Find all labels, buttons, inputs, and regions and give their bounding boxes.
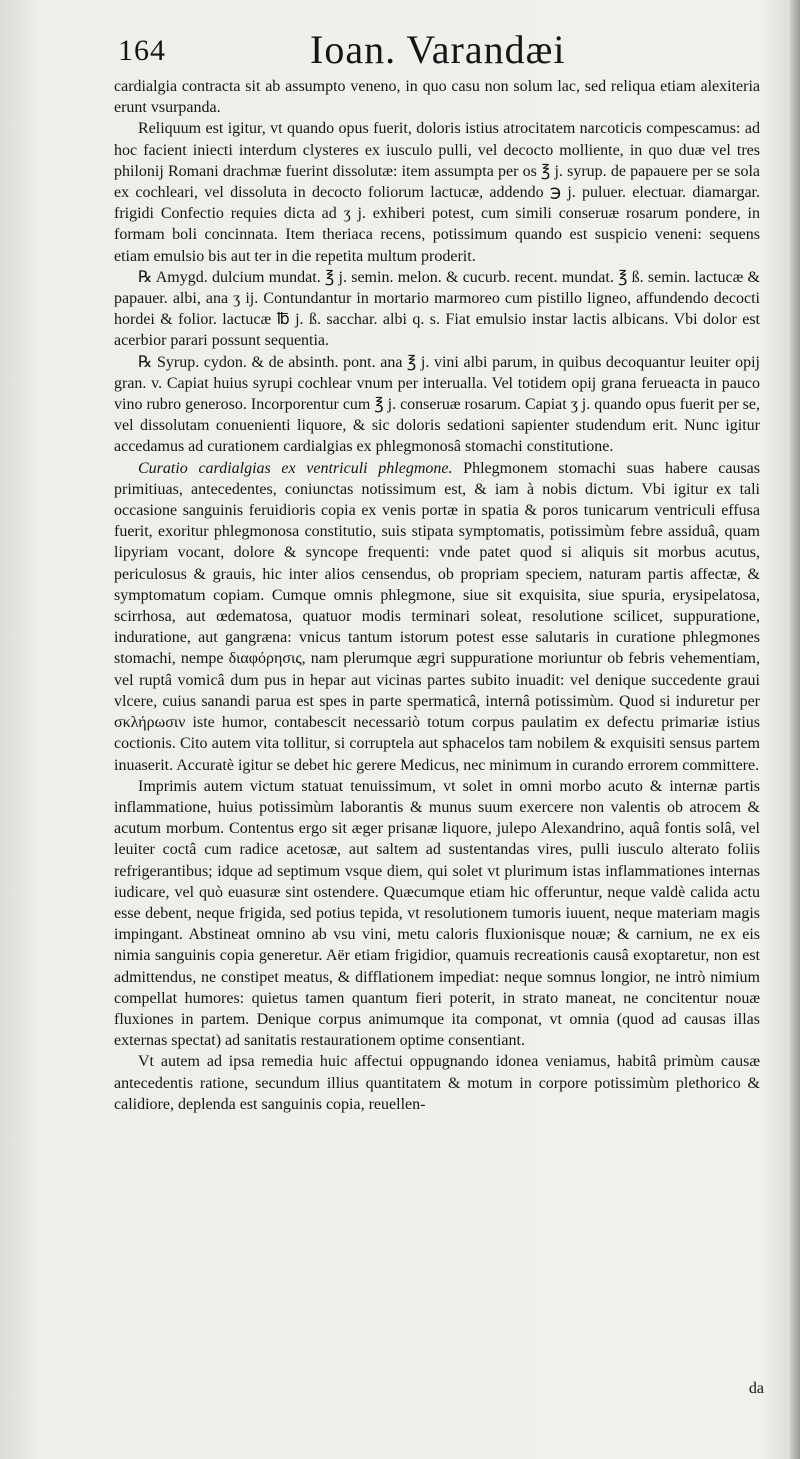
paragraph-remedia: Vt autem ad ipsa remedia huic affectui oppugnando idonea veniamus, habitâ primùm causæ antecedentis ratione, secundum illius quantitatem & motum in corpore potissimùm plethorico & calidiore, deplenda est sanguinis copia, reuellen-: [114, 1053, 760, 1113]
page-number: 164: [118, 34, 166, 67]
recipe-syrup: ℞ Syrup. cydon. & de absinth. pont. ana ℥ j. vini albi parum, in quibus decoquantur leuiter opij gran. v. Capiat huius syrupi cochlear vnum per interualla. Vel totidem opij grana ferueacta in pauco vino rubro generoso. Incorporentur cum ℥ j. conseruæ rosarum. Capiat ʒ j. quando opus fuerit per se, vel dissolutam conuenienti liquore, & sic doloris sedationi sapienter studendum erit. Nunc igitur accedamus ad curationem cardialgias ex phlegmonosâ stomachi constitutione.: [114, 353, 760, 456]
section-heading: Curatio cardialgias ex ventriculi phlegmone.: [138, 459, 453, 477]
body-text: [114, 76, 760, 1115]
paragraph-continuation: cardialgia contracta sit ab assumpto veneno, in quo casu non solum lac, sed reliqua etiam alexiteria erunt vsurpanda.: [114, 78, 760, 117]
section-phlegmone: [114, 458, 760, 776]
page-gutter-shadow: [790, 0, 800, 1459]
page-header: [110, 26, 790, 76]
paragraph-narcotics: Reliquum est igitur, vt quando opus fuerit, doloris istius atrocitatem narcoticis compescamus: ad hoc facient iniecti interdum clysteres ex iusculo pulli, vel decocto molliente, in quo duæ vel tres philonij Romani drachmæ fuerint dissolutæ: item assumpta per os ℥ j. syrup. de papauere per se sola ex cochleari, vel dissoluta in decocto foliorum lactucæ, addendo ℈ j. puluer. electuar. diamargar. frigidi Confectio requies dicta ad ʒ j. exhiberi potest, cum simili conseruæ rosarum pondere, in formam boli concinnata. Item theriaca recens, potissimum quando est suspicio veneni: sequens etiam emulsio bis aut ter in die repetita multum proderit.: [114, 120, 760, 265]
running-head: Ioan. Varandæi: [310, 27, 566, 72]
recipe-emulsion: ℞ Amygd. dulcium mundat. ℥ j. semin. melon. & cucurb. recent. mundat. ℥ ß. semin. lactucæ & papauer. albi, ana ʒ ij. Contundantur in mortario marmoreo cum pistillo ligneo, affundendo decocti hordei & folior. lactucæ ℔ j. ß. sacchar. albi q. s. Fiat emulsio instar lactis albicans. Vbi dolor est acerbior parari possunt sequentia.: [114, 268, 760, 350]
catchword: da: [748, 1380, 764, 1397]
section-body: Phlegmonem stomachi suas habere causas primitiuas, antecedentes, coniunctas notissimum est, & iam à nobis dictum. Vbi igitur ex tali occasione sanguinis feruidioris copia ex venis portæ in spatia & poros tunicarum ventriculi effusa fuerit, exoritur phlegmonosa constitutio, suis stipata symptomatis, potissimùm febre assiduâ, quam lipyriam vocant, dolore & syncope frequenti: vnde patet quod si aliquis sit morbus acutus, periculosus & grauis, hic inter alios censendus, ob propriam speciem, naturam partis affectæ, & symptomatum copiam. Cumque omnis phlegmone, siue sit exquisita, siue spuria, erysipelatosa, scirrhosa, aut œdematosa, quatuor modis terminari soleat, resolutione scilicet, suppuratione, induratione, aut gangræna: vnicus tantum istorum potest esse salutaris in curatione phlegmones stomachi, nempe διαφόρησις, nam plerumque ægri suppuratione moriuntur ob febris vehementiam, vel ruptâ vomicâ dum pus in hepar aut vicinas partes subito inuadit: vel denique succedente graui vlcere, cuius sanandi parua est spes in parte spermaticâ, internâ potissimùm. Quod si induretur per σκλήρωσιν iste humor, contabescit necessariò totum corpus paulatim ex defectu primariæ istius coctionis. Cito autem vita tollitur, si corruptela aut sphacelos tam nobilem & exquisiti sensus partem inuaserit. Accuratè igitur se debet hic gerere Medicus, nec minimum in curando errorem committere.: [114, 459, 761, 774]
paragraph-victus: Imprimis autem victum statuat tenuissimum, vt solet in omni morbo acuto & internæ partis inflammatione, huius potissimùm laborantis & munus suum exercere non valentis ob atrocem & acutum morbum. Contentus ergo sit æger prisanæ liquore, julepo Alexandrino, aquâ fontis solâ, vel leuiter coctâ cum radice acetosæ, aut saltem ad sustentandas vires, pulli iusculo alterato foliis refrigerantibus; idque ad septimum vsque diem, qui solet vt plurimum istas inflammationes internas iudicare, vel quò euasuræ sint ostendere. Quæcumque etiam hic offeruntur, neque valdè calida actu esse debent, neque frigida, sed potius tepida, vt resolutionem tumoris iuuent, neque materiam magis impingant. Abstineat omnino ab vsu vini, metu caloris fluxionisque nouæ; & carnium, ne ex eis nimia sanguinis copia generetur. Aër etiam frigidior, quamuis recreationis causâ exoptaretur, non est admittendus, ne constipet meatus, & difflationem impediat: neque somnus longior, ne intrò nimium compellat humores: quietus tamen quantum fieri poterit, in strato maneat, ne concitentur nouæ fluxiones in partem. Denique corpus animumque ita componat, vt omnia (quod ad causas illas externas spectat) ad sanitatis restaurationem optime consentiant.: [114, 777, 760, 1050]
